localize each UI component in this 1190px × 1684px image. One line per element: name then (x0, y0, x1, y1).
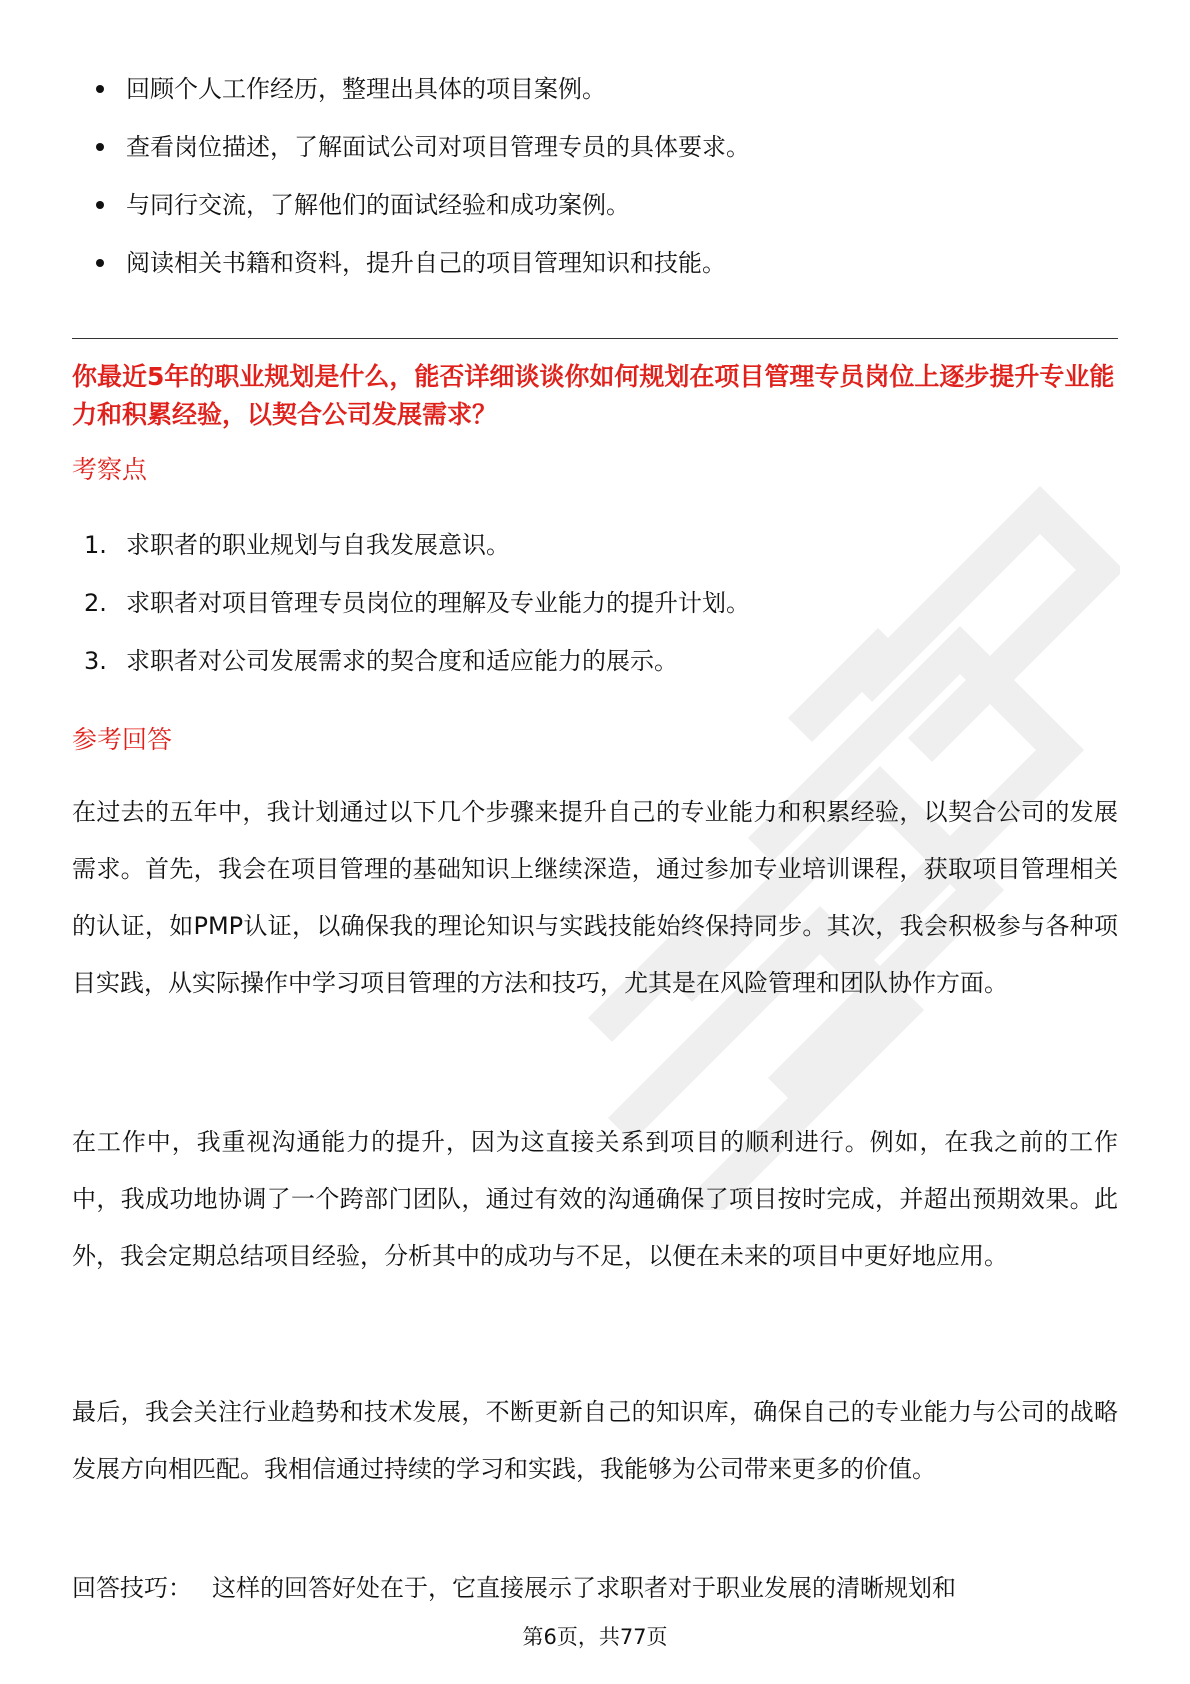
list-item (96, 118, 1096, 176)
list-item (96, 176, 1096, 234)
bullet-dot-icon (96, 201, 104, 209)
list-item (84, 632, 1084, 690)
tips-label: 回答技巧： (72, 1574, 192, 1602)
reference-answer-heading: 参考回答 (72, 725, 173, 754)
item-text: 求职者对公司发展需求的契合度和适应能力的展示。 (126, 647, 678, 675)
list-item (96, 60, 1096, 118)
item-text: 求职者对项目管理专员岗位的理解及专业能力的提升计划。 (126, 589, 750, 617)
tips-text: 这样的回答好处在于，它直接展示了求职者对于职业发展的清晰规划和 (212, 1574, 956, 1602)
item-text: 求职者的职业规划与自我发展意识。 (126, 531, 510, 559)
answer-paragraph: 在过去的五年中，我计划通过以下几个步骤来提升自己的专业能力和积累经验，以契合公司的发展需求。首先，我会在项目管理的基础知识上继续深造，通过参加专业培训课程，获取项目管理相关的认证，如PMP认证，以确保我的理论知识与实践技能始终保持同步。其次，我会积极参与各种项目实践，从实际操作中学习项目管理的方法和技巧，尤其是在风险管理和团队协作方面。 (72, 798, 1118, 997)
bullet-text: 与同行交流，了解他们的面试经验和成功案例。 (126, 191, 630, 219)
answer-paragraph: 在工作中，我重视沟通能力的提升，因为这直接关系到项目的顺利进行。例如，在我之前的工作中，我成功地协调了一个跨部门团队，通过有效的沟通确保了项目按时完成，并超出预期效果。此外，我会定期总结项目经验，分析其中的成功与不足，以便在未来的项目中更好地应用。 (72, 1128, 1118, 1270)
list-item (84, 516, 1084, 574)
bullet-dot-icon (96, 259, 104, 267)
bullet-text: 阅读相关书籍和资料，提升自己的项目管理知识和技能。 (126, 249, 726, 277)
bullet-dot-icon (96, 85, 104, 93)
item-number: 2. (84, 589, 107, 617)
assessment-heading: 考察点 (72, 455, 148, 484)
list-item (84, 574, 1084, 632)
item-number: 3. (84, 647, 107, 675)
page-number: 第6页，共77页 (522, 1625, 668, 1649)
assessment-list (84, 516, 1084, 690)
answer-paragraph: 最后，我会关注行业趋势和技术发展，不断更新自己的知识库，确保自己的专业能力与公司的战略发展方向相匹配。我相信通过持续的学习和实践，我能够为公司带来更多的价值。 (72, 1398, 1118, 1483)
bullet-text: 查看岗位描述，了解面试公司对项目管理专员的具体要求。 (126, 133, 750, 161)
bullet-text: 回顾个人工作经历，整理出具体的项目案例。 (126, 75, 606, 103)
section-divider (72, 338, 1118, 339)
interview-question: 你最近5年的职业规划是什么，能否详细谈谈你如何规划在项目管理专员岗位上逐步提升专业能力和积累经验，以契合公司发展需求？ (72, 362, 1115, 429)
bullet-dot-icon (96, 143, 104, 151)
bullet-list (96, 60, 1096, 292)
list-item (96, 234, 1096, 292)
item-number: 1. (84, 531, 107, 559)
answer-tips (72, 1568, 1132, 1608)
